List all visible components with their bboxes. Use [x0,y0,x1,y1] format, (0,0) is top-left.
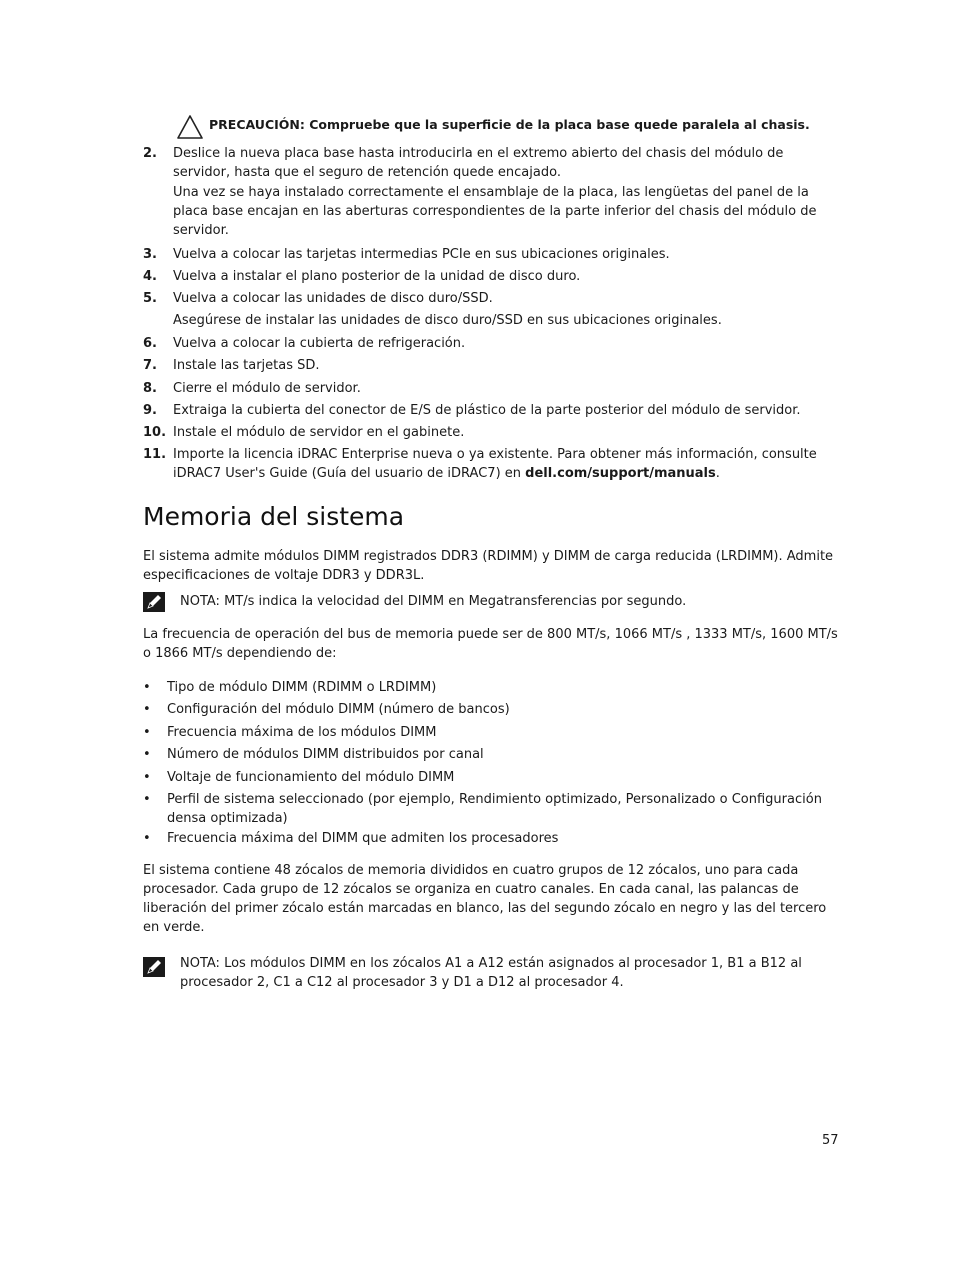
list-item-text: Tipo de módulo DIMM (RDIMM o LRDIMM) [167,680,437,695]
step-number: 10. [143,425,167,440]
section-title: Memoria del sistema [143,502,405,531]
step-number: 11. [143,447,167,462]
caution-text: PRECAUCIÓN: Compruebe que la superficie de la placa base quede paralela al chasis. [209,117,810,132]
page-number: 57 [822,1133,839,1148]
note-label: NOTA: [180,956,220,971]
step-number: 3. [143,247,157,262]
bullet-dot: • [143,792,151,807]
bullet-dot: • [143,831,151,846]
list-item-text: Perfil de sistema seleccionado (por ejemplo, Rendimiento optimizado, Personalizado o Configuración densa optimizada) [167,792,822,826]
step-text: Vuelva a colocar las tarjetas intermedias PCIe en sus ubicaciones originales. [173,247,670,262]
frequency-paragraph: La frecuencia de operación del bus de memoria puede ser de 800 MT/s, 1066 MT/s , 1333 MT/s, 1600 MT/s o 1866 MT/s dependiendo de: [143,627,838,661]
step-number: 4. [143,269,157,284]
step-number: 5. [143,291,157,306]
step-text-prefix: Importe la licencia iDRAC Enterprise nueva o ya existente. Para obtener más información, consulte iDRAC7 User's Guide (Guía del usuario de iDRAC7) en [173,447,817,481]
step-number: 8. [143,381,157,396]
step-text: Vuelva a colocar la cubierta de refrigeración. [173,336,466,351]
step-note: Una vez se haya instalado correctamente el ensamblaje de la placa, las lengüetas del panel de la placa base encajan en las aberturas correspondientes de la parte inferior del chasis del módulo de servidor. [173,185,817,238]
list-item-text: Número de módulos DIMM distribuidos por canal [167,747,484,762]
note-label: NOTA: [180,594,220,609]
note-text [180,954,840,992]
sockets-paragraph: El sistema contiene 48 zócalos de memoria divididos en cuatro grupos de 12 zócalos, uno para cada procesador. Cada grupo de 12 zócalos se organiza en cuatro canales. En cada canal, las palancas de liberación del primer zócalo están marcadas en blanco, las del segundo zócalo en negro y las del tercero en verde. [143,863,827,935]
support-link[interactable]: dell.com/support/manuals [525,466,716,481]
note-pencil-icon [143,592,165,612]
step-text: Deslice la nueva placa base hasta introducirla en el extremo abierto del chasis del módulo de servidor, hasta que el seguro de retención quede encajado. [173,146,784,180]
bullet-dot: • [143,747,151,762]
step-text [173,445,838,483]
step-text: Instale las tarjetas SD. [173,358,320,373]
note-pencil-icon [143,957,165,977]
intro-paragraph: El sistema admite módulos DIMM registrados DDR3 (RDIMM) y DIMM de carga reducida (LRDIMM). Admite especificaciones de voltaje DDR3 y DDR3L. [143,549,834,583]
note-text [180,592,840,611]
step-text: Extraiga la cubierta del conector de E/S de plástico de la parte posterior del módulo de servidor. [173,403,801,418]
bullet-dot: • [143,680,151,695]
warning-triangle-icon [176,114,204,140]
step-number: 9. [143,403,157,418]
note-body: MT/s indica la velocidad del DIMM en Megatransferencias por segundo. [219,594,687,609]
bullet-dot: • [143,702,151,717]
step-text-suffix: . [715,466,720,481]
bullet-dot: • [143,770,151,785]
step-text: Cierre el módulo de servidor. [173,381,361,396]
note-body: Los módulos DIMM en los zócalos A1 a A12 están asignados al procesador 1, B1 a B12 al procesador 2, C1 a C12 al procesador 3 y D1 a D12 al procesador 4. [180,956,802,990]
step-number: 2. [143,146,157,161]
step-text: Vuelva a instalar el plano posterior de la unidad de disco duro. [173,269,581,284]
step-number: 6. [143,336,157,351]
step-text: Instale el módulo de servidor en el gabinete. [173,425,465,440]
list-item-text: Frecuencia máxima de los módulos DIMM [167,725,437,740]
step-number: 7. [143,358,157,373]
step-text: Vuelva a colocar las unidades de disco duro/SSD. [173,291,493,306]
caution-notice [176,114,856,140]
list-item-text: Frecuencia máxima del DIMM que admiten los procesadores [167,831,559,846]
list-item-text: Voltaje de funcionamiento del módulo DIMM [167,770,455,785]
list-item-text: Configuración del módulo DIMM (número de bancos) [167,702,510,717]
step-note: Asegúrese de instalar las unidades de disco duro/SSD en sus ubicaciones originales. [173,313,722,328]
bullet-dot: • [143,725,151,740]
